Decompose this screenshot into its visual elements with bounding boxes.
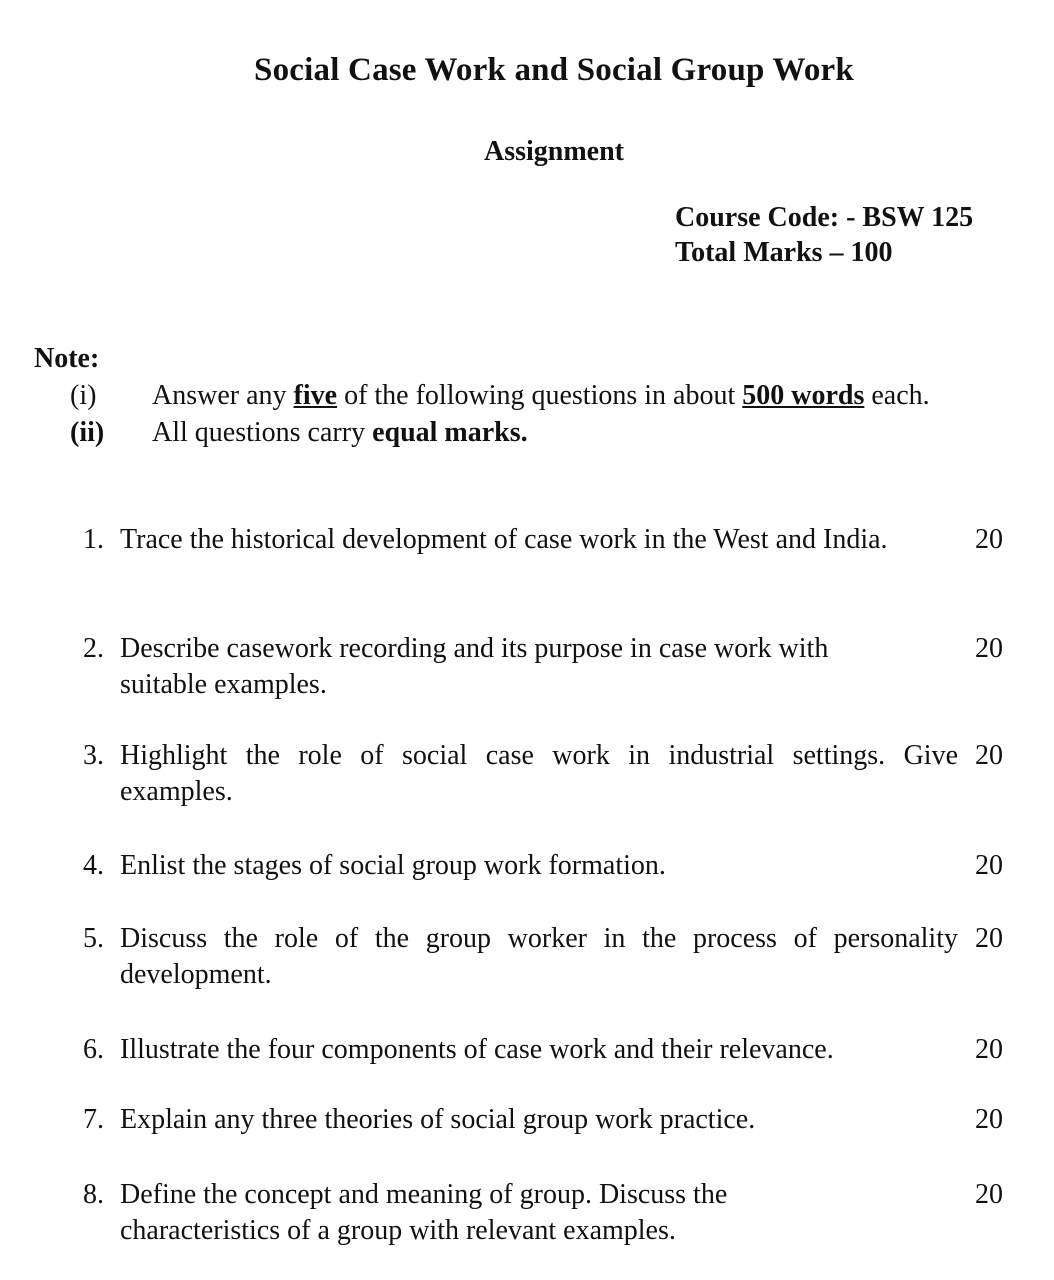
question-marks: 20 [975,1034,1003,1065]
question-text: Illustrate the four components of case work and their relevance. [120,1034,834,1065]
question-text: Define the concept and meaning of group. Discuss the characteristics of a group with relevant examples. [120,1179,728,1246]
question-number: 5. [83,923,104,954]
total-marks: Total Marks – 100 [675,237,893,268]
note-text: Answer any [152,380,294,411]
question-text: Describe casework recording and its purpose in case work with suitable examples. [120,633,829,700]
question-text: Explain any three theories of social group work practice. [120,1104,756,1135]
note-text: of the following questions in about [337,380,743,411]
note-item-number: (ii) [70,417,105,448]
course-meta [675,200,973,270]
note-heading: Note: [34,343,100,374]
question-number: 8. [83,1179,104,1210]
question-number: 1. [83,524,104,555]
question-text: Trace the historical development of case work in the West and India. [120,524,888,555]
question-number: 3. [83,740,104,771]
question-item [83,848,1013,884]
question-marks: 20 [975,740,1003,771]
page-title: Social Case Work and Social Group Work [254,52,854,88]
question-number: 2. [83,633,104,664]
question-number: 4. [83,850,104,881]
question-text: Enlist the stages of social group work formation. [120,850,666,881]
note-emphasis: equal marks. [372,417,528,448]
question-item [83,522,1013,558]
question-item [83,1032,1013,1068]
note-item-number: (i) [70,380,97,411]
question-item [83,1177,1013,1249]
question-marks: 20 [975,524,1003,555]
question-item [83,631,1013,703]
question-item [83,738,1013,810]
question-number: 7. [83,1104,104,1135]
question-number: 6. [83,1034,104,1065]
note-text: All questions carry [152,417,373,448]
question-marks: 20 [975,633,1003,664]
note-item [70,379,930,413]
question-marks: 20 [975,1104,1003,1135]
page-subtitle: Assignment [483,136,624,167]
note-item [70,416,528,450]
question-item [83,1102,1013,1138]
question-text: Highlight the role of social case work in industrial settings. Give examples. [120,740,958,807]
note-text: each. [864,380,930,411]
note-emphasis: five [293,380,338,411]
question-marks: 20 [975,850,1003,881]
question-marks: 20 [975,923,1003,954]
question-item [83,921,1013,993]
note-emphasis: 500 words [742,380,865,411]
question-marks: 20 [975,1179,1003,1210]
course-code: Course Code: - BSW 125 [675,202,974,233]
question-text: Discuss the role of the group worker in the process of personality development. [120,923,958,990]
